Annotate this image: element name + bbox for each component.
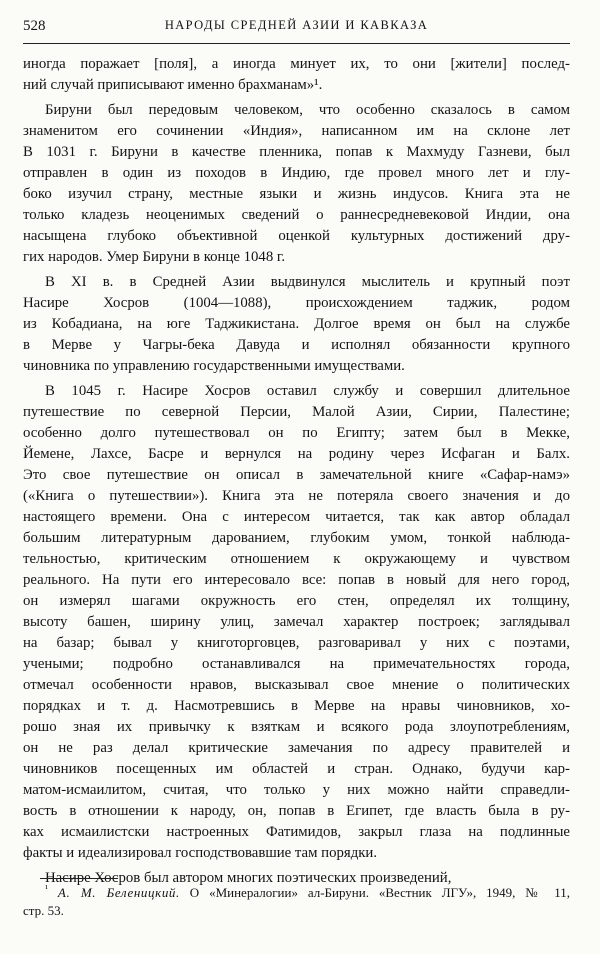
text-line: высоту башен, ширину улиц, замечал характер построек; заглядывал (23, 614, 570, 630)
text-line: ний случай приписывают именно брахманам»¹. (23, 77, 323, 93)
paragraph (23, 100, 570, 268)
text-line: насыщена глубоко объективной оценкой культурных достижений дру- (23, 228, 570, 244)
text-line: большим литературным дарованием, глубоким умом, тонкой наблюда- (23, 530, 570, 546)
header-rule (23, 43, 570, 44)
paragraph (23, 272, 570, 377)
text-line: Бируни был передовым человеком, что особенно сказалось в самом (45, 102, 570, 118)
text-line: иногда поражает [поля], а иногда минует их, то они [жители] послед- (23, 56, 570, 72)
running-title: НАРОДЫ СРЕДНЕЙ АЗИИ И КАВКАЗА (164, 18, 429, 32)
text-line: знаменитом его сочинении «Индия», написанном им на склоне лет (23, 123, 570, 139)
text-line: тельностью, критическим отношением к окружающему и чувством (23, 551, 570, 567)
page-number: 528 (23, 18, 46, 34)
text-line: Йемене, Лахсе, Басре и вернулся на родину через Исфаган и Балх. (23, 446, 570, 462)
text-line: чиновника по управлению государственными имуществами. (23, 358, 405, 374)
text-line: отмечал особенности нравов, высказывал свое мнение о политических (23, 677, 570, 693)
footnote-marker: ¹ (45, 884, 48, 895)
text-line: боко изучил страну, местные языки и жизнь индусов. Книга эта не (23, 186, 570, 202)
text-line: путешествие по северной Персии, Малой Азии, Сирии, Палестине; (23, 404, 570, 420)
footnote-line (23, 884, 570, 902)
text-line: на базар; бывал у книготорговцев, разговаривал у них с поэтами, (23, 635, 570, 651)
page-header (23, 18, 570, 40)
footnote-author: А. М. Беленицкий. (57, 885, 180, 900)
text-line: В 1045 г. Насире Хосров оставил службу и совершил длительное (45, 383, 570, 399)
text-line: он измерял шагами окружность его стен, определял их толщину, (23, 593, 570, 609)
text-line: настоящего времени. Она с интересом читается, так как автор обладал (23, 509, 570, 525)
text-line: реального. На пути его интересовало все: попав в новый для него город, (23, 572, 570, 588)
text-line: в Мерве у Чагры-бека Давуда и исполнял обязанности крупного (23, 337, 570, 353)
text-line: матом-исмаилитом, считая, что только у них можно найти справедли- (23, 782, 570, 798)
text-line: особенно долго путешествовал он по Египту; затем был в Мекке, (23, 425, 570, 441)
text-line: факты и идеализировал господствовавшие там порядки. (23, 845, 378, 861)
paragraph (23, 54, 570, 96)
text-line: гих народов. Умер Бируни в конце 1048 г. (23, 249, 286, 265)
text-line: Насире Хосров (1004—1088), происхождением таджик, родом (23, 295, 570, 311)
text-line: рошо зная их привычку к взяткам и всякого рода злоупотреблениям, (23, 719, 570, 735)
text-line: ках исмаилистски настроенных Фатимидов, закрыл глаза на подлинные (23, 824, 570, 840)
text-line: В XI в. в Средней Азии выдвинулся мыслитель и крупный поэт (45, 274, 570, 290)
text-line: В 1031 г. Бируни в качестве пленника, попав к Махмуду Газневи, был (23, 144, 570, 160)
footnote-citation: О «Минералогии» ал-Бируни. «Вестник ЛГУ», 1949, № 11, (179, 885, 570, 900)
text-line: Насире Хосров был автором многих поэтических произведений, (45, 870, 452, 886)
text-line: Это свое путешествие он описал в замечательной книге «Сафар-намэ» (23, 467, 570, 483)
text-line: учеными; подробно останавливался на примечательностях города, (23, 656, 570, 672)
paragraph (23, 381, 570, 864)
text-line: чиновников посещенных им областей и стран. Однако, будучи кар- (23, 761, 570, 777)
text-line: из Кобадиана, на юге Таджикистана. Долгое время он был на службе (23, 316, 570, 332)
footnote (23, 884, 570, 920)
text-line: отправлен в один из походов в Индию, где провел много лет и глу- (23, 165, 570, 181)
text-line: только кладезь неоценимых сведений о раннесредневековой Индии, она (23, 207, 570, 223)
footnote-line: стр. 53. (23, 903, 64, 918)
text-line: вость в отношении к народу, он, попав в Египет, где власть была в ру- (23, 803, 570, 819)
text-line: порядках и т. д. Насмотревшись в Мерве на нравы чиновников, хо- (23, 698, 570, 714)
text-line: («Книга о путешествии»). Книга эта не потеряла своего значения и до (23, 488, 570, 504)
footnote-rule (40, 878, 118, 879)
main-text (23, 54, 570, 889)
text-line: он не раз делал критические замечания по адресу правителей и (23, 740, 570, 756)
